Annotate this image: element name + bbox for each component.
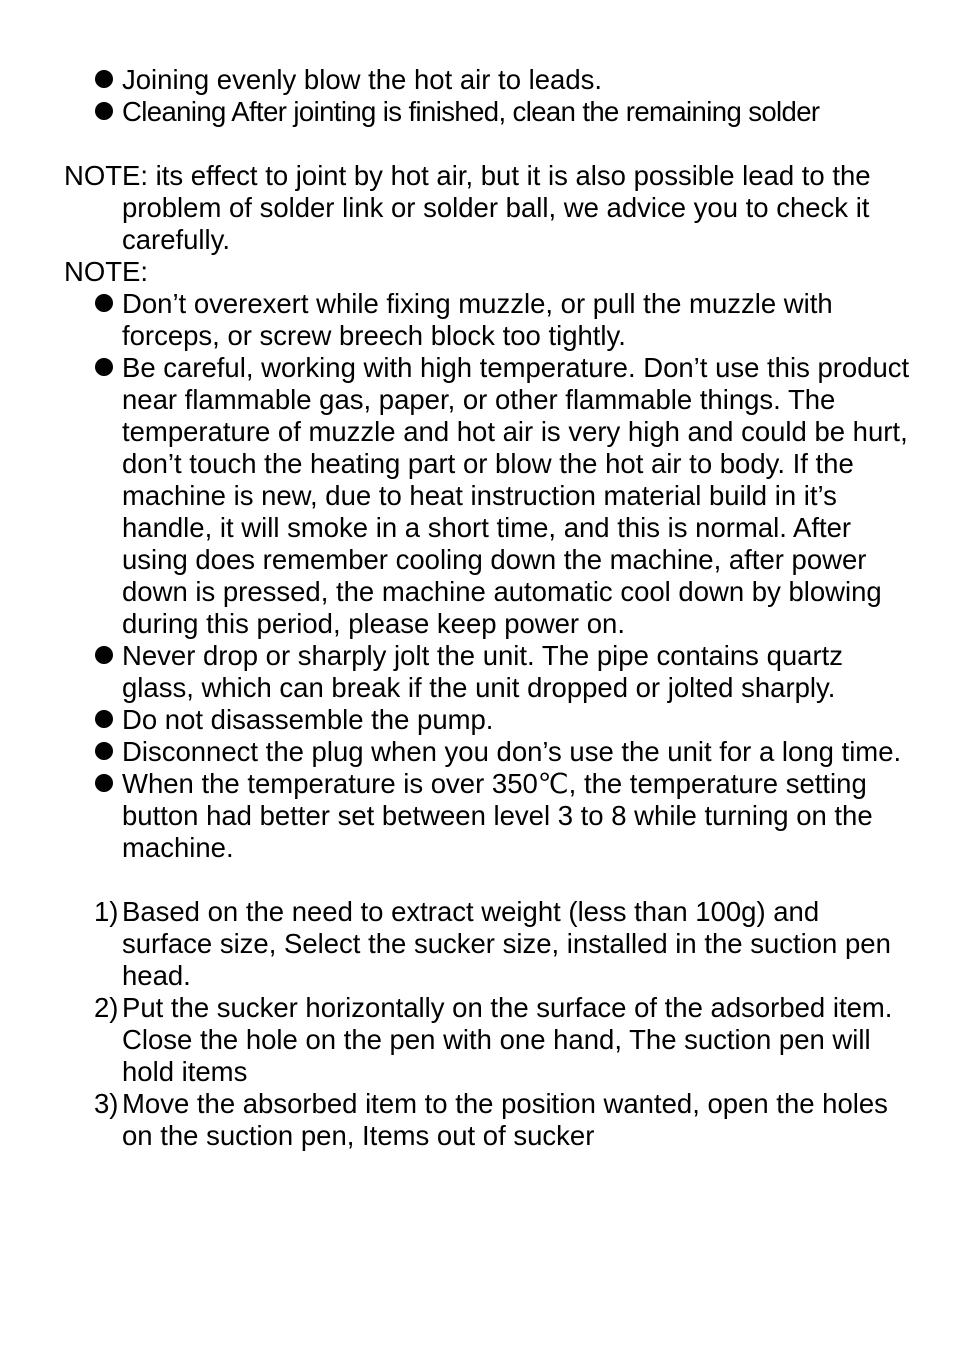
- bullet-icon: [95, 70, 113, 88]
- caution-list: [0, 288, 954, 864]
- list-item-text: Joining evenly blow the hot air to leads.: [122, 64, 603, 95]
- list-item: [0, 64, 954, 96]
- list-item: [0, 352, 954, 640]
- step-text: Based on the need to extract weight (less than 100g) and surface size, Select the sucker size, installed in the suction pen head.: [122, 896, 891, 991]
- steps-list: [0, 896, 954, 1152]
- note-paragraph: NOTE: its effect to joint by hot air, but it is also possible lead to the problem of solder link or solder ball, we advice you to check it carefully.: [64, 160, 871, 255]
- list-item-text: Cleaning After jointing is finished, clean the remaining solder: [122, 96, 820, 127]
- list-item-text: When the temperature is over 350℃, the temperature setting button had better set between level 3 to 8 while turning on the machine.: [122, 768, 873, 863]
- list-item: [0, 704, 954, 736]
- note-heading: NOTE:: [64, 256, 149, 287]
- spacer: [0, 128, 954, 160]
- list-item: [0, 768, 954, 864]
- step-number: 1): [94, 896, 119, 927]
- step-text: Move the absorbed item to the position wanted, open the holes on the suction pen, Items out of sucker: [122, 1088, 888, 1151]
- list-item: [0, 896, 954, 992]
- list-item-text: Never drop or sharply jolt the unit. The pipe contains quartz glass, which can break if the unit dropped or jolted sharply.: [122, 640, 844, 703]
- list-item-text: Be careful, working with high temperature. Don’t use this product near flammable gas, paper, or other flammable things. The temperature of muzzle and hot air is very high and could be hurt, don’t touch the heating part or blow the hot air to body. If the machine is new, due to heat instruction material build in it’s handle, it will smoke in a short time, and this is normal. After using does remember cooling down the machine, after power down is pressed, the machine automatic cool down by blowing during this period, please keep power on.: [122, 352, 910, 639]
- bullet-icon: [95, 710, 113, 728]
- step-number: 2): [94, 992, 119, 1023]
- document-page: [0, 64, 954, 1152]
- bullet-icon: [95, 358, 113, 376]
- bullet-icon: [95, 742, 113, 760]
- list-item: [0, 96, 954, 128]
- list-item: [0, 288, 954, 352]
- list-item: [0, 640, 954, 704]
- step-text: Put the sucker horizontally on the surface of the adsorbed item. Close the hole on the pen with one hand, The suction pen will hold items: [122, 992, 893, 1087]
- bullet-icon: [95, 102, 113, 120]
- list-item: [0, 992, 954, 1088]
- list-item-text: Disconnect the plug when you don’s use the unit for a long time.: [122, 736, 902, 767]
- bullet-icon: [95, 646, 113, 664]
- list-item-text: Do not disassemble the pump.: [122, 704, 494, 735]
- list-item-text: Don’t overexert while fixing muzzle, or pull the muzzle with forceps, or screw breech block too tightly.: [122, 288, 833, 351]
- bullet-icon: [95, 294, 113, 312]
- list-item: [0, 1088, 954, 1152]
- spacer: [0, 864, 954, 896]
- list-item: [0, 736, 954, 768]
- bullet-icon: [95, 774, 113, 792]
- step-number: 3): [94, 1088, 119, 1119]
- intro-list: [0, 64, 954, 128]
